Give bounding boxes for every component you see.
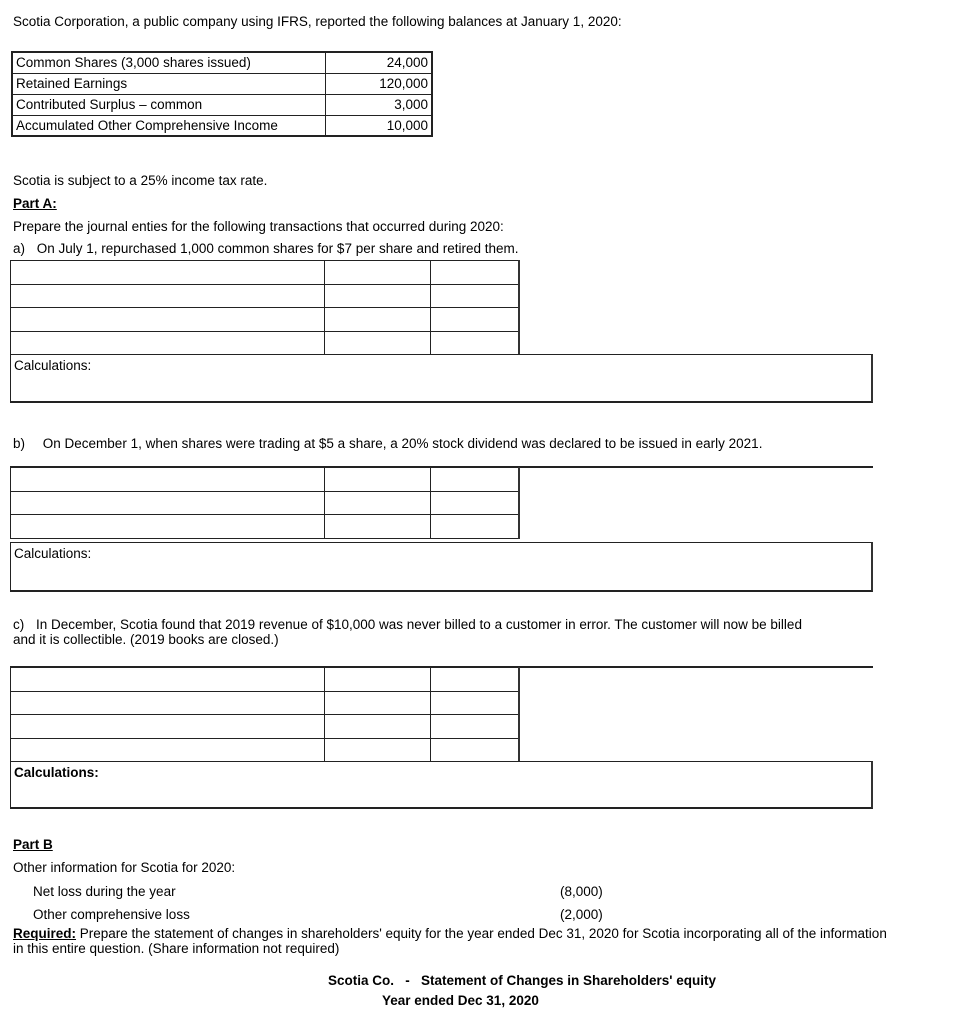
credit-cell[interactable]	[431, 691, 519, 715]
calculations-label: Calculations:	[14, 546, 92, 561]
part-b-intro: Other information for Scotia for 2020:	[13, 860, 236, 875]
part-a-instructions: Prepare the journal enties for the following transactions that occurred during 2020:	[13, 219, 504, 234]
net-loss-value: (8,000)	[560, 884, 603, 899]
required-label: Required:	[13, 926, 77, 941]
question-c-text-line2: and it is collectible. (2019 books are closed.)	[13, 632, 279, 647]
oci-loss-value: (2,000)	[560, 907, 603, 922]
net-loss-label: Net loss during the year	[33, 884, 176, 899]
oci-loss-label: Other comprehensive loss	[33, 907, 190, 922]
debit-cell[interactable]	[325, 668, 431, 692]
journal-row	[11, 308, 519, 332]
journal-row	[11, 468, 519, 492]
journal-row	[11, 284, 519, 308]
required-text: Prepare the statement of changes in shareholders' equity for the year ended Dec 31, 2020 for Scotia incorporating all of the information	[76, 926, 887, 941]
table-row	[12, 52, 432, 73]
credit-cell[interactable]	[431, 668, 519, 692]
required-text-line1	[13, 926, 887, 941]
credit-cell[interactable]	[431, 491, 519, 515]
required-text-line2: in this entire question. (Share information not required)	[13, 941, 340, 956]
journal-row	[11, 331, 519, 355]
journal-row	[11, 491, 519, 515]
credit-cell[interactable]	[431, 308, 519, 332]
calculations-box-b[interactable]	[10, 542, 873, 592]
account-cell[interactable]	[11, 515, 325, 539]
question-c	[13, 617, 802, 632]
account-name: Common Shares (3,000 shares issued)	[12, 52, 325, 73]
journal-row	[11, 691, 519, 715]
debit-cell[interactable]	[325, 515, 431, 539]
question-b-text: On December 1, when shares were trading at $5 a share, a 20% stock dividend was declared to be issued in early 2021.	[42, 436, 763, 451]
account-cell[interactable]	[11, 308, 325, 332]
account-amount: 120,000	[325, 73, 432, 94]
calculations-box-c[interactable]	[10, 761, 873, 809]
question-a-text: On July 1, repurchased 1,000 common shares for $7 per share and retired them.	[36, 241, 519, 256]
question-a-label: a)	[13, 241, 26, 256]
part-a-heading: Part A:	[13, 196, 57, 211]
credit-cell[interactable]	[431, 738, 519, 762]
question-b-label: b)	[13, 436, 26, 451]
credit-cell[interactable]	[431, 261, 519, 285]
calculations-box-a[interactable]	[10, 354, 873, 403]
table-row	[12, 73, 432, 94]
journal-row	[11, 715, 519, 739]
account-cell[interactable]	[11, 668, 325, 692]
calculations-label: Calculations:	[14, 358, 92, 373]
statement-title: Scotia Co. - Statement of Changes in Shareholders' equity	[328, 973, 717, 988]
account-name: Retained Earnings	[12, 73, 325, 94]
credit-cell[interactable]	[431, 715, 519, 739]
debit-cell[interactable]	[325, 284, 431, 308]
credit-cell[interactable]	[431, 284, 519, 308]
debit-cell[interactable]	[325, 308, 431, 332]
debit-cell[interactable]	[325, 738, 431, 762]
opening-balances-table	[11, 51, 433, 137]
table-row	[12, 115, 432, 136]
account-cell[interactable]	[11, 261, 325, 285]
journal-table-a	[10, 260, 520, 355]
account-amount: 24,000	[325, 52, 432, 73]
account-cell[interactable]	[11, 738, 325, 762]
part-b-heading: Part B	[13, 837, 53, 852]
account-amount: 10,000	[325, 115, 432, 136]
journal-row	[11, 738, 519, 762]
journal-table-b	[10, 467, 520, 539]
credit-cell[interactable]	[431, 468, 519, 492]
question-c-label: c)	[13, 617, 25, 632]
question-a	[13, 241, 519, 256]
journal-row	[11, 515, 519, 539]
intro-text: Scotia Corporation, a public company using IFRS, reported the following balances at January 1, 2020:	[13, 14, 622, 29]
account-cell[interactable]	[11, 691, 325, 715]
account-cell[interactable]	[11, 468, 325, 492]
statement-period: Year ended Dec 31, 2020	[382, 993, 539, 1008]
account-cell[interactable]	[11, 331, 325, 355]
question-c-text-line1: In December, Scotia found that 2019 revenue of $10,000 was never billed to a customer in error. The customer will now be billed	[36, 617, 802, 632]
account-name: Accumulated Other Comprehensive Income	[12, 115, 325, 136]
calculations-label: Calculations:	[14, 765, 99, 780]
debit-cell[interactable]	[325, 491, 431, 515]
credit-cell[interactable]	[431, 515, 519, 539]
account-amount: 3,000	[325, 94, 432, 115]
debit-cell[interactable]	[325, 261, 431, 285]
account-cell[interactable]	[11, 284, 325, 308]
table-row	[12, 94, 432, 115]
journal-row	[11, 261, 519, 285]
journal-row	[11, 668, 519, 692]
account-cell[interactable]	[11, 491, 325, 515]
tax-note: Scotia is subject to a 25% income tax rate.	[13, 173, 268, 188]
account-cell[interactable]	[11, 715, 325, 739]
question-b	[13, 436, 762, 451]
debit-cell[interactable]	[325, 691, 431, 715]
credit-cell[interactable]	[431, 331, 519, 355]
debit-cell[interactable]	[325, 468, 431, 492]
journal-table-c	[10, 667, 520, 762]
account-name: Contributed Surplus – common	[12, 94, 325, 115]
debit-cell[interactable]	[325, 715, 431, 739]
debit-cell[interactable]	[325, 331, 431, 355]
